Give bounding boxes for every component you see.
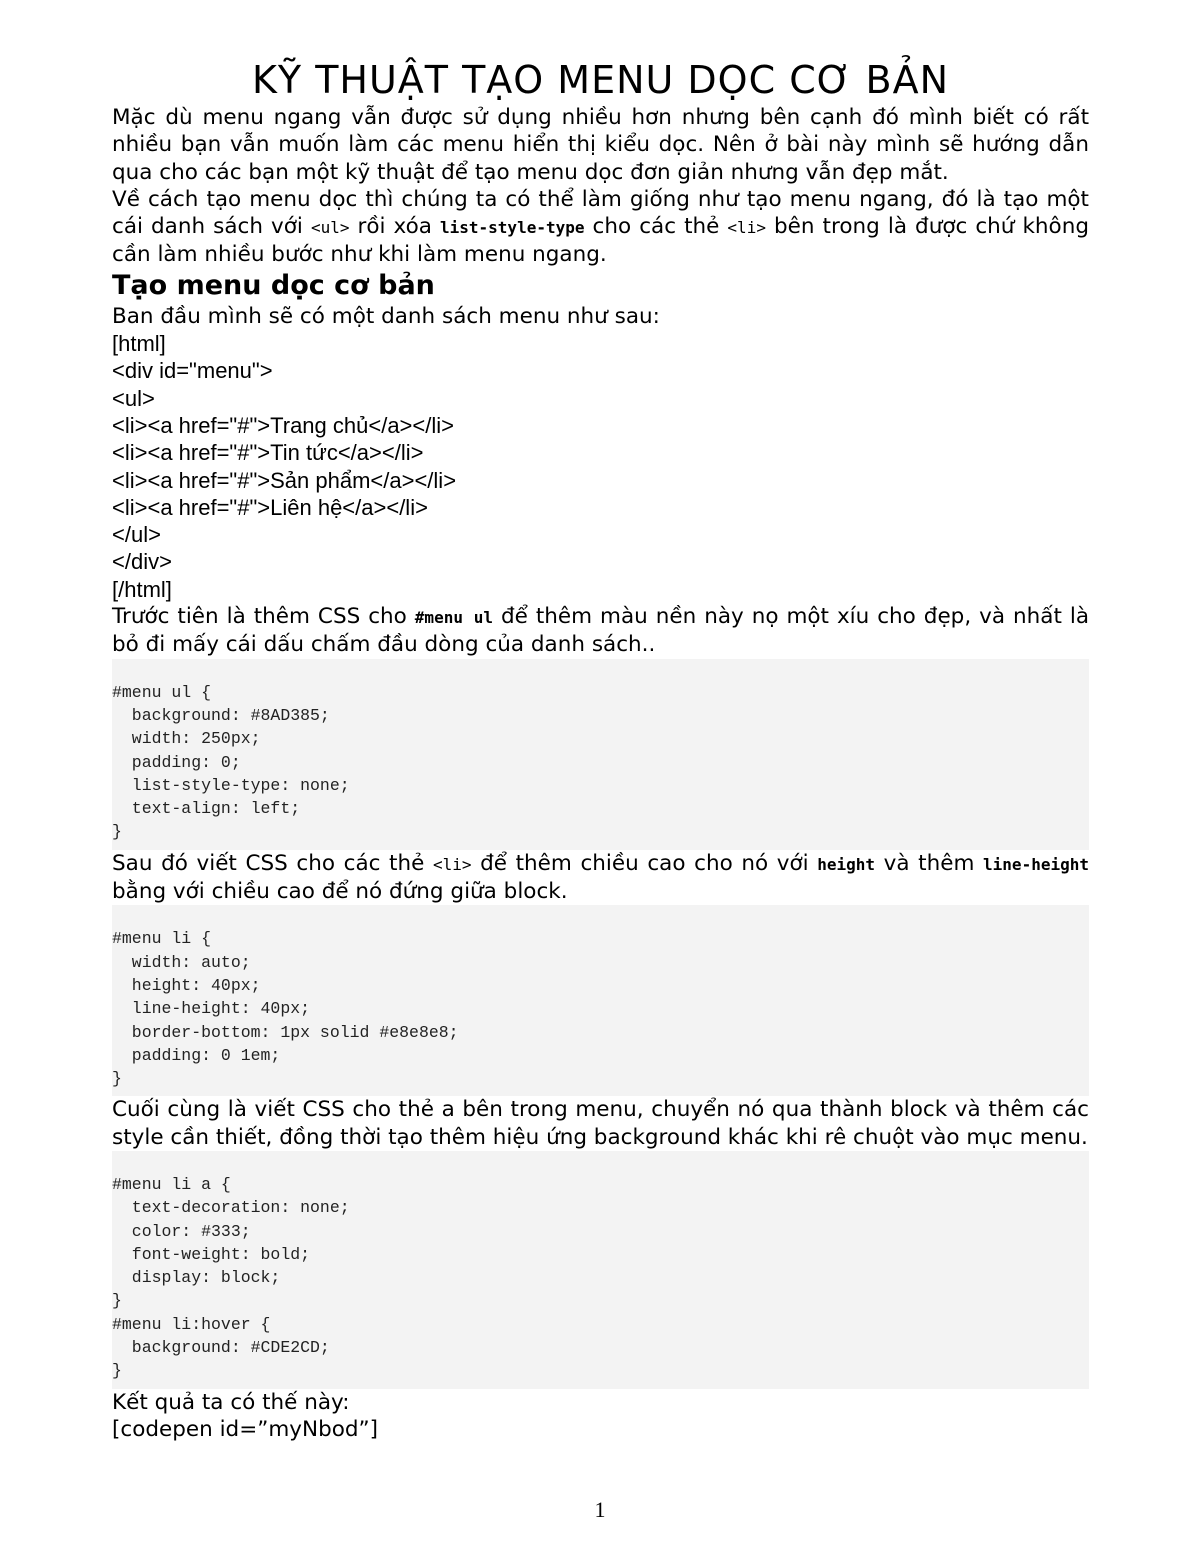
css-code-block-ul bbox=[112, 659, 1089, 850]
html-line: <li><a href="#">Trang chủ</a></li> bbox=[112, 412, 454, 438]
html-line: </div> bbox=[112, 549, 172, 575]
intro-paragraph: Mặc dù menu ngang vẫn được sử dụng nhiều hơn nhưng bên cạnh đó mình biết có rất nhiều bạn vẫn muốn làm các menu hiển thị kiểu dọc. Nên ở bài này mình sẽ hướng dẫn qua cho các bạn một kỹ thuật để tạo menu dọc đơn giản nhưng vẫn đẹp mắt. bbox=[112, 105, 1089, 185]
html-line: <ul> bbox=[112, 385, 155, 411]
code-line: border-bottom: 1px solid #e8e8e8; bbox=[112, 1022, 459, 1042]
page-title: KỸ THUẬT TẠO MENU DỌC CƠ BẢN bbox=[252, 58, 949, 102]
paragraph-li bbox=[112, 850, 1089, 906]
code-line: background: #CDE2CD; bbox=[112, 1338, 330, 1358]
html-snippet bbox=[112, 330, 1089, 603]
text: bên trong là được chứ không cần làm nhiều bước như khi làm menu ngang. bbox=[112, 214, 1089, 268]
html-line: </ul> bbox=[112, 522, 161, 548]
code-line: padding: 0 1em; bbox=[112, 1045, 281, 1065]
code-line: line-height: 40px; bbox=[112, 999, 311, 1019]
code-line: } bbox=[112, 1291, 122, 1311]
code-line: font-weight: bold; bbox=[112, 1244, 311, 1264]
code-line: } bbox=[112, 822, 122, 842]
text: rồi xóa bbox=[349, 214, 440, 240]
html-line: <div id="menu"> bbox=[112, 358, 273, 384]
html-line: <li><a href="#">Tin tức</a></li> bbox=[112, 440, 424, 466]
html-line: <li><a href="#">Liên hệ</a></li> bbox=[112, 494, 428, 520]
paragraph-a-tag: Cuối cùng là viết CSS cho thẻ a bên trong menu, chuyển nó qua thành block và thêm các style cần thiết, đồng thời tạo thêm hiệu ứng background khác khi rê chuột vào mục menu. bbox=[112, 1097, 1089, 1150]
text: Trước tiên là thêm CSS cho bbox=[112, 604, 415, 630]
code-line: #menu li:hover { bbox=[112, 1314, 271, 1334]
code-line: padding: 0; bbox=[112, 752, 241, 772]
inline-code-line-height: line-height bbox=[983, 854, 1089, 874]
inline-code-ul: <ul> bbox=[310, 218, 350, 238]
code-line: text-decoration: none; bbox=[112, 1198, 350, 1218]
code-line: } bbox=[112, 1361, 122, 1381]
code-line: list-style-type: none; bbox=[112, 775, 350, 795]
text: để thêm màu nền này nọ một xíu cho đẹp, và nhất là bỏ đi mấy cái dấu chấm đầu dòng của danh sách.. bbox=[112, 604, 1089, 658]
code-line: width: auto; bbox=[112, 952, 251, 972]
html-line: <li><a href="#">Sản phẩm</a></li> bbox=[112, 467, 457, 493]
code-line: } bbox=[112, 1069, 122, 1089]
css-code-block-a bbox=[112, 1151, 1089, 1389]
code-line: #menu li { bbox=[112, 929, 212, 949]
code-line: #menu ul { bbox=[112, 682, 212, 702]
text: bằng với chiều cao để nó đứng giữa block. bbox=[112, 879, 568, 905]
paragraph-ul-intro bbox=[112, 186, 1089, 269]
text: và thêm bbox=[875, 850, 984, 876]
code-line: background: #8AD385; bbox=[112, 705, 330, 725]
page-number: 1 bbox=[594, 1497, 606, 1522]
html-line: [/html] bbox=[112, 576, 172, 602]
code-line: height: 40px; bbox=[112, 975, 261, 995]
text: cho các thẻ bbox=[584, 214, 728, 240]
code-line: color: #333; bbox=[112, 1221, 251, 1241]
inline-code-li: <li> bbox=[432, 854, 472, 874]
codepen-shortcode: [codepen id=”myNbod”] bbox=[112, 1416, 379, 1442]
inline-code-height: height bbox=[817, 854, 876, 874]
paragraph-menu-ul bbox=[112, 603, 1089, 659]
paragraph-result: Kết quả ta có thế này: bbox=[112, 1389, 350, 1415]
code-line: width: 250px; bbox=[112, 729, 261, 749]
html-line: [html] bbox=[112, 331, 166, 357]
inline-code-li: <li> bbox=[727, 218, 766, 238]
text: Sau đó viết CSS cho các thẻ bbox=[112, 850, 433, 876]
code-line: text-align: left; bbox=[112, 799, 301, 819]
css-code-block-li bbox=[112, 905, 1089, 1096]
text: để thêm chiều cao cho nó với bbox=[471, 850, 818, 876]
section-heading: Tạo menu dọc cơ bản bbox=[112, 269, 435, 301]
paragraph-menu-list: Ban đầu mình sẽ có một danh sách menu như sau: bbox=[112, 303, 660, 329]
inline-code-list-style-type: list-style-type bbox=[440, 218, 585, 238]
text: Về cách tạo menu dọc thì chúng ta có thể làm giống như tạo menu ngang, đó là tạo một cái danh sách với bbox=[112, 186, 1089, 240]
inline-code-menu-ul: #menu ul bbox=[414, 608, 493, 628]
code-line: #menu li a { bbox=[112, 1174, 231, 1194]
code-line: display: block; bbox=[112, 1268, 281, 1288]
document-page bbox=[112, 56, 1089, 1443]
